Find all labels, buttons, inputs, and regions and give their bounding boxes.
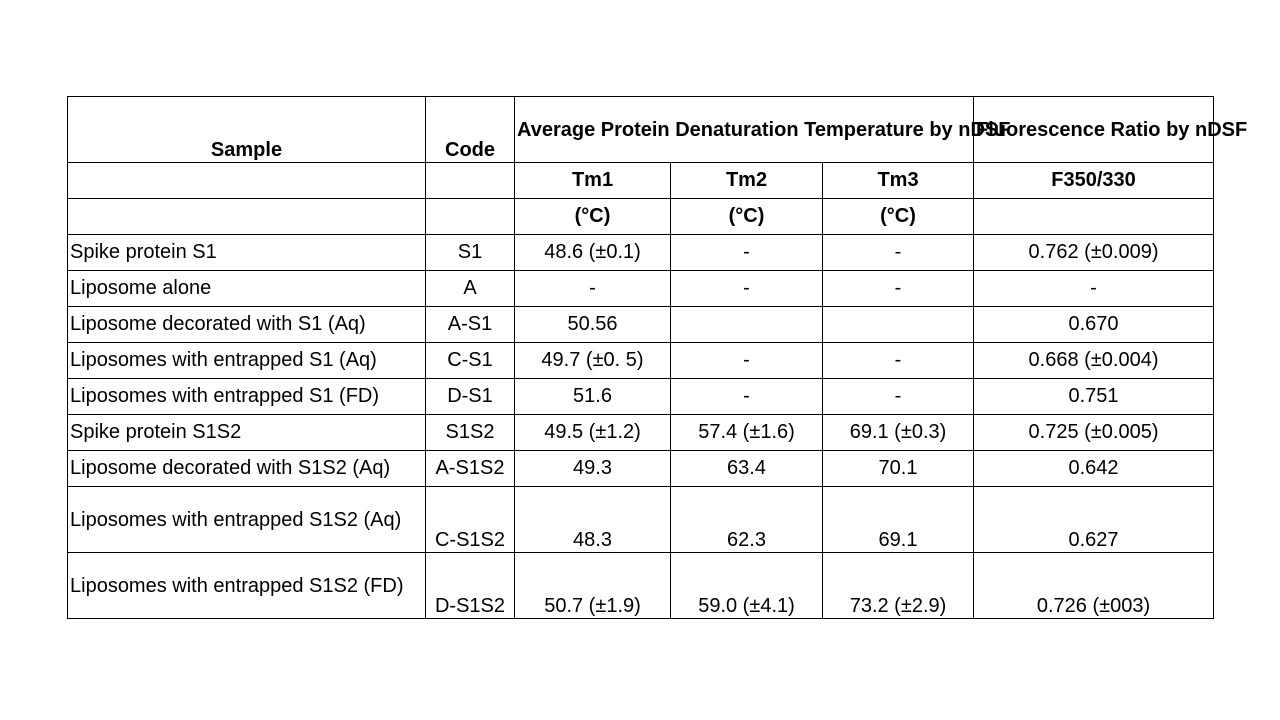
ratio-cell: 0.751 xyxy=(974,379,1214,415)
table-row xyxy=(68,487,1214,553)
sample-header: Sample xyxy=(68,97,426,163)
sample-cell: Liposomes with entrapped S1S2 (FD) xyxy=(68,553,426,619)
tm3-cell: - xyxy=(823,271,974,307)
tm2-cell: - xyxy=(671,343,823,379)
ratio-cell: 0.725 (±0.005) xyxy=(974,415,1214,451)
code-cell: S1 xyxy=(426,235,515,271)
empty-cell xyxy=(974,199,1214,235)
empty-cell xyxy=(68,163,426,199)
code-cell: A-S1 xyxy=(426,307,515,343)
sample-cell: Liposome decorated with S1 (Aq) xyxy=(68,307,426,343)
empty-cell xyxy=(426,163,515,199)
tm1-cell: 50.56 xyxy=(515,307,671,343)
tm1-header: Tm1 xyxy=(515,163,671,199)
tm2-cell: 57.4 (±1.6) xyxy=(671,415,823,451)
tm3-cell xyxy=(823,307,974,343)
tm3-cell: 70.1 xyxy=(823,451,974,487)
tm3-cell: 73.2 (±2.9) xyxy=(823,553,974,619)
ratio-subheader: F350/330 xyxy=(974,163,1214,199)
ratio-cell: 0.670 xyxy=(974,307,1214,343)
subheader-row xyxy=(68,163,1214,199)
table-row xyxy=(68,451,1214,487)
ratio-cell: - xyxy=(974,271,1214,307)
tm1-cell: 49.3 xyxy=(515,451,671,487)
tm2-unit: (°C) xyxy=(671,199,823,235)
tm-group-header: Average Protein Denaturation Temperature by nDSF xyxy=(515,97,974,163)
tm1-unit: (°C) xyxy=(515,199,671,235)
code-cell: C-S1S2 xyxy=(426,487,515,553)
tm1-cell: - xyxy=(515,271,671,307)
tm3-cell: 69.1 (±0.3) xyxy=(823,415,974,451)
tm3-header: Tm3 xyxy=(823,163,974,199)
ratio-cell: 0.726 (±003) xyxy=(974,553,1214,619)
tm2-cell: 62.3 xyxy=(671,487,823,553)
tm3-unit: (°C) xyxy=(823,199,974,235)
code-cell: D-S1 xyxy=(426,379,515,415)
tm1-cell: 48.6 (±0.1) xyxy=(515,235,671,271)
tm2-cell xyxy=(671,307,823,343)
table-row xyxy=(68,271,1214,307)
ratio-cell: 0.627 xyxy=(974,487,1214,553)
code-cell: A-S1S2 xyxy=(426,451,515,487)
tm3-cell: - xyxy=(823,379,974,415)
sample-cell: Liposomes with entrapped S1 (Aq) xyxy=(68,343,426,379)
empty-cell xyxy=(68,199,426,235)
tm1-cell: 49.5 (±1.2) xyxy=(515,415,671,451)
tm1-cell: 49.7 (±0. 5) xyxy=(515,343,671,379)
empty-cell xyxy=(426,199,515,235)
table-row xyxy=(68,235,1214,271)
code-cell: A xyxy=(426,271,515,307)
tm3-cell: - xyxy=(823,235,974,271)
table-row xyxy=(68,307,1214,343)
unit-row xyxy=(68,199,1214,235)
code-cell: C-S1 xyxy=(426,343,515,379)
tm2-cell: - xyxy=(671,379,823,415)
sample-cell: Spike protein S1 xyxy=(68,235,426,271)
sample-cell: Spike protein S1S2 xyxy=(68,415,426,451)
ratio-group-header: Fluorescence Ratio by nDSF xyxy=(974,97,1214,163)
table-row xyxy=(68,553,1214,619)
tm2-cell: - xyxy=(671,271,823,307)
sample-cell: Liposome alone xyxy=(68,271,426,307)
tm2-header: Tm2 xyxy=(671,163,823,199)
table-row xyxy=(68,379,1214,415)
ratio-cell: 0.762 (±0.009) xyxy=(974,235,1214,271)
code-cell: S1S2 xyxy=(426,415,515,451)
data-table xyxy=(67,96,1248,619)
tm3-cell: 69.1 xyxy=(823,487,974,553)
tm3-cell: - xyxy=(823,343,974,379)
sample-cell: Liposomes with entrapped S1S2 (Aq) xyxy=(68,487,426,553)
header-row xyxy=(68,97,1214,163)
code-header: Code xyxy=(426,97,515,163)
sample-cell: Liposome decorated with S1S2 (Aq) xyxy=(68,451,426,487)
tm2-cell: - xyxy=(671,235,823,271)
tm1-cell: 51.6 xyxy=(515,379,671,415)
tm1-cell: 50.7 (±1.9) xyxy=(515,553,671,619)
table-row xyxy=(68,343,1214,379)
tm2-cell: 63.4 xyxy=(671,451,823,487)
ratio-cell: 0.642 xyxy=(974,451,1214,487)
ratio-cell: 0.668 (±0.004) xyxy=(974,343,1214,379)
table-row xyxy=(68,415,1214,451)
tm2-cell: 59.0 (±4.1) xyxy=(671,553,823,619)
tm1-cell: 48.3 xyxy=(515,487,671,553)
sample-cell: Liposomes with entrapped S1 (FD) xyxy=(68,379,426,415)
code-cell: D-S1S2 xyxy=(426,553,515,619)
